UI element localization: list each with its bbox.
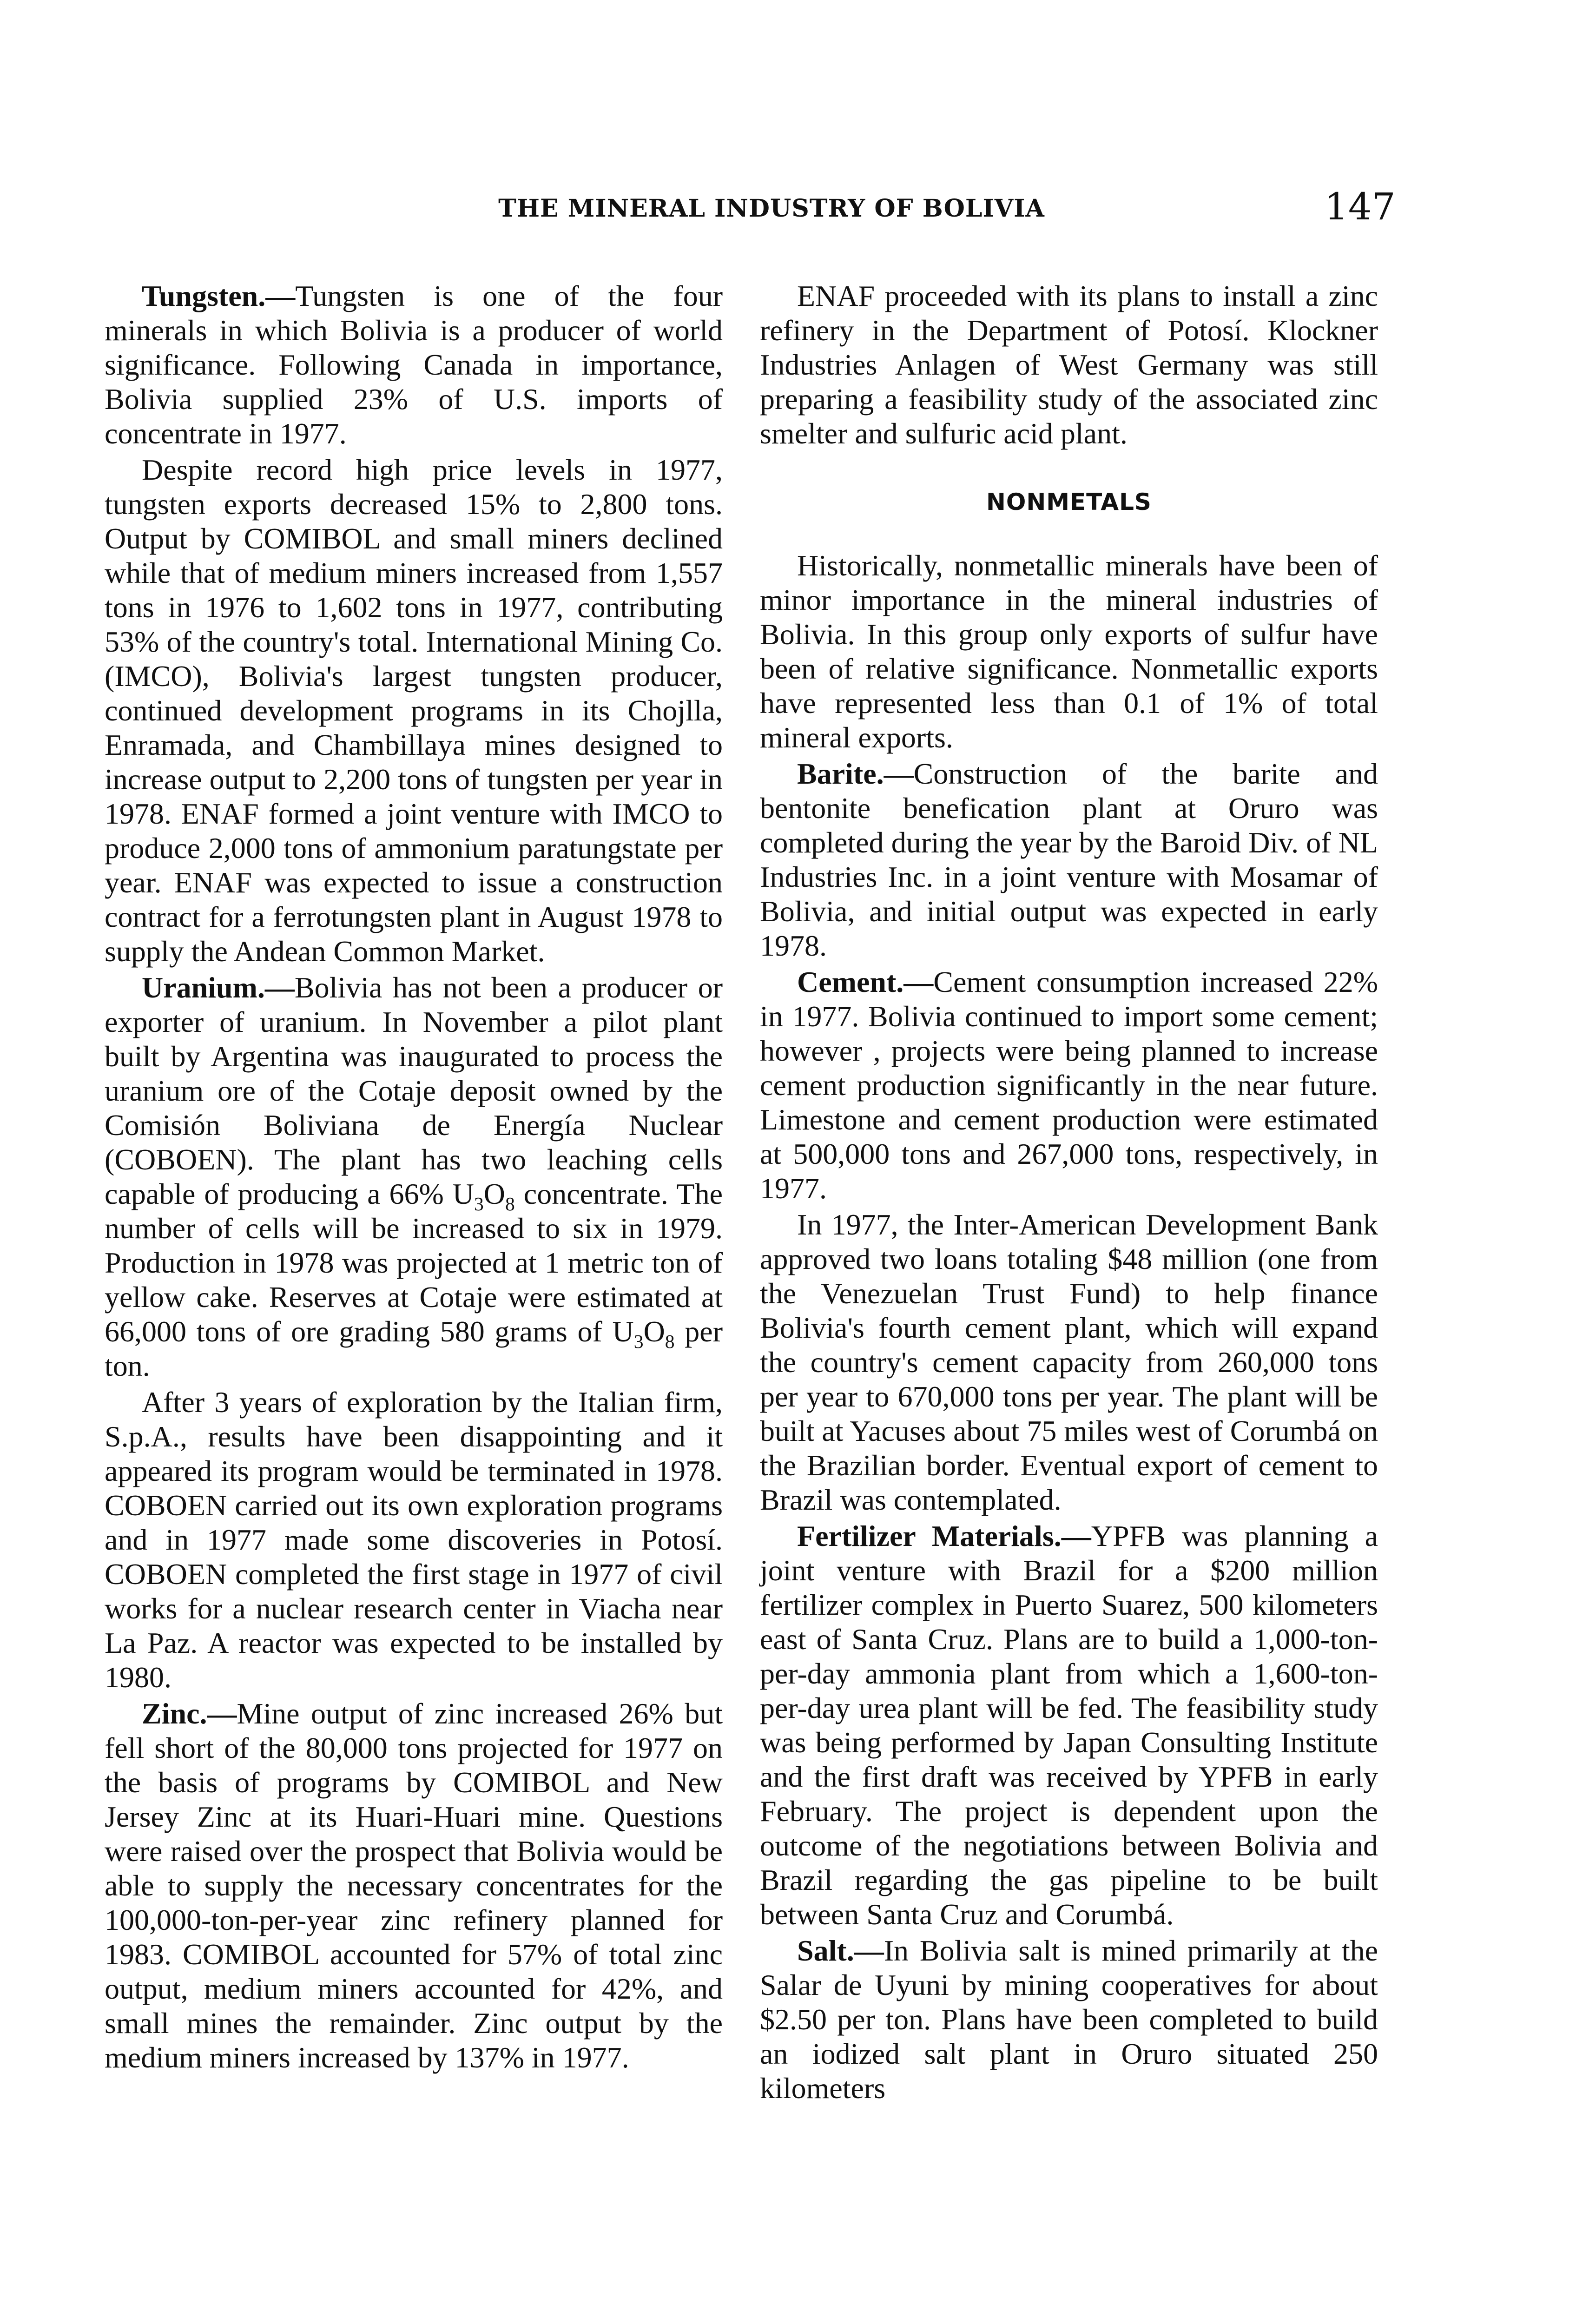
page-header xyxy=(0,0,1576,232)
cement-paragraph-1 xyxy=(760,965,1378,1206)
uranium-text-mid: O xyxy=(483,1177,506,1210)
tungsten-paragraph-2: Despite record high price levels in 1977, tungsten exports decreased 15% to 2,800 tons. Output by COMIBOL and small miners declined while that of medium miners increased from 1,557 tons in 1976 to 1,602 tons in 1977, contributing 53% of the country's total. International Mining Co. (IMCO), Bolivia's largest tungsten producer, continued development programs in its Chojlla, Enramada, and Chambillaya mines designed to increase output to 2,200 tons of tungsten per year in 1978. ENAF formed a joint venture with IMCO to produce 2,000 tons of ammonium paratungstate per year. ENAF was expected to issue a construction contract for a ferrotungsten plant in August 1978 to supply the Andean Common Market. xyxy=(105,453,723,968)
tungsten-heading: Tungsten.— xyxy=(142,279,296,312)
uranium-sub-2a: 3 xyxy=(633,1330,644,1352)
uranium-sub-1b: 8 xyxy=(505,1193,515,1215)
zinc-heading: Zinc.— xyxy=(142,1697,237,1730)
page-number: 147 xyxy=(1325,185,1396,228)
uranium-text-a: Bolivia has not been a producer or exporter of uranium. In November a pilot plant built by Argentina was inaugurated to process the uranium ore of the Cotaje deposit owned by the Comisión Boliviana de Energía Nuclear (COBOEN). The plant has two leaching cells capable of producing a 66% U xyxy=(105,971,723,1210)
cement-heading: Cement.— xyxy=(797,965,934,998)
barite-text: Construction of the barite and bentonite benefication plant at Oruro was completed during the year by the Baroid Div. of NL Industries Inc. in a joint venture with Mosamar of Bolivia, and initial output was expected in early 1978. xyxy=(760,757,1378,962)
uranium-paragraph-2: After 3 years of exploration by the Italian firm, S.p.A., results have been disappointing and it appeared its program would be terminated in 1978. COBOEN carried out its own exploration programs and in 1977 made some discoveries in Potosí. COBOEN completed the first stage in 1977 of civil works for a nuclear research center in Viacha near La Paz. A reactor was expected to be installed by 1980. xyxy=(105,1386,723,1694)
cement-text-1: Cement consumption increased 22% in 1977. Bolivia continued to import some cement; however , projects were being planned to increase cement production significantly in the near future. Limestone and cement production were estimated at 500,000 tons and 267,000 tons, respectively, in 1977. xyxy=(760,965,1378,1205)
nonmetals-intro-paragraph: Historically, nonmetallic minerals have been of minor importance in the mineral industries of Bolivia. In this group only exports of sulfur have been of relative significance. Nonmetallic exports have represented less than 0.1 of 1% of total mineral exports. xyxy=(760,549,1378,754)
left-column xyxy=(105,279,723,2075)
zinc-paragraph-1 xyxy=(105,1697,723,2075)
uranium-heading: Uranium.— xyxy=(142,971,295,1004)
tungsten-paragraph-1 xyxy=(105,279,723,451)
salt-text: In Bolivia salt is mined primarily at the Salar de Uyuni by mining cooperatives for about $2.50 per ton. Plans have been completed to build an iodized salt plant in Oruro situated 250 kilometers xyxy=(760,1934,1378,2105)
uranium-sub-1a: 3 xyxy=(474,1193,484,1215)
zinc-text-1: Mine output of zinc increased 26% but fell short of the 80,000 tons projected for 1977 on the basis of programs by COMIBOL and New Jersey Zinc at its Huari-Huari mine. Questions were raised over the prospect that Bolivia would be able to supply the necessary concentrates for the 100,000-ton-per-year zinc refinery planned for 1983. COMIBOL accounted for 57% of total zinc output, medium miners accounted for 42%, and small mines the remainder. Zinc output by the medium miners increased by 137% in 1977. xyxy=(105,1697,723,2074)
uranium-paragraph-1 xyxy=(105,971,723,1383)
uranium-text-b: concentrate. The number of cells will be increased to six in 1979. Production in 1978 was projected at 1 metric ton of yellow cake. Reserves at Cotaje were estimated at 66,000 tons of ore grading 580 grams of U xyxy=(105,1177,723,1348)
fertilizer-heading: Fertilizer Materials.— xyxy=(797,1519,1091,1552)
barite-heading: Barite.— xyxy=(797,757,914,790)
salt-heading: Salt.— xyxy=(797,1934,884,1967)
salt-paragraph xyxy=(760,1934,1378,2106)
nonmetals-section-heading: NONMETALS xyxy=(986,489,1152,515)
barite-paragraph xyxy=(760,757,1378,963)
zinc-continued-paragraph: ENAF proceeded with its plans to install a zinc refinery in the Department of Potosí. Klockner Industries Anlagen of West Germany was still preparing a feasibility study of the associated zinc smelter and sulfuric acid plant. xyxy=(760,279,1378,450)
fertilizer-paragraph xyxy=(760,1519,1378,1932)
fertilizer-text: YPFB was planning a joint venture with Brazil for a $200 million fertilizer complex in Puerto Suarez, 500 kilometers east of Santa Cruz. Plans are to build a 1,000-ton-per-day ammonia plant from which a 1,600-ton-per-day urea plant will be fed. The feasibility study was being performed by Japan Consulting Institute and the first draft was received by YPFB in early February. The project is dependent upon the outcome of the negotiations between Bolivia and Brazil regarding the gas pipeline to be built between Santa Cruz and Corumbá. xyxy=(760,1519,1378,1931)
cement-paragraph-2: In 1977, the Inter-American Development Bank approved two loans totaling $48 million (one from the Venezuelan Trust Fund) to help finance Bolivia's fourth cement plant, which will expand the country's cement capacity from 260,000 tons per year to 670,000 tons per year. The plant will be built at Yacuses about 75 miles west of Corumbá on the Brazilian border. Eventual export of cement to Brazil was contemplated. xyxy=(760,1208,1378,1516)
right-column xyxy=(760,279,1378,2106)
running-title: THE MINERAL INDUSTRY OF BOLIVIA xyxy=(498,194,1045,223)
uranium-text-c: per ton. xyxy=(105,1315,723,1382)
tungsten-text-1: Tungsten is one of the four minerals in which Bolivia is a producer of world significance. Following Canada in importance, Bolivia supplied 23% of U.S. imports of concentrate in 1977. xyxy=(105,279,723,450)
uranium-text-mid2: O xyxy=(643,1315,665,1348)
uranium-sub-2b: 8 xyxy=(665,1330,675,1352)
